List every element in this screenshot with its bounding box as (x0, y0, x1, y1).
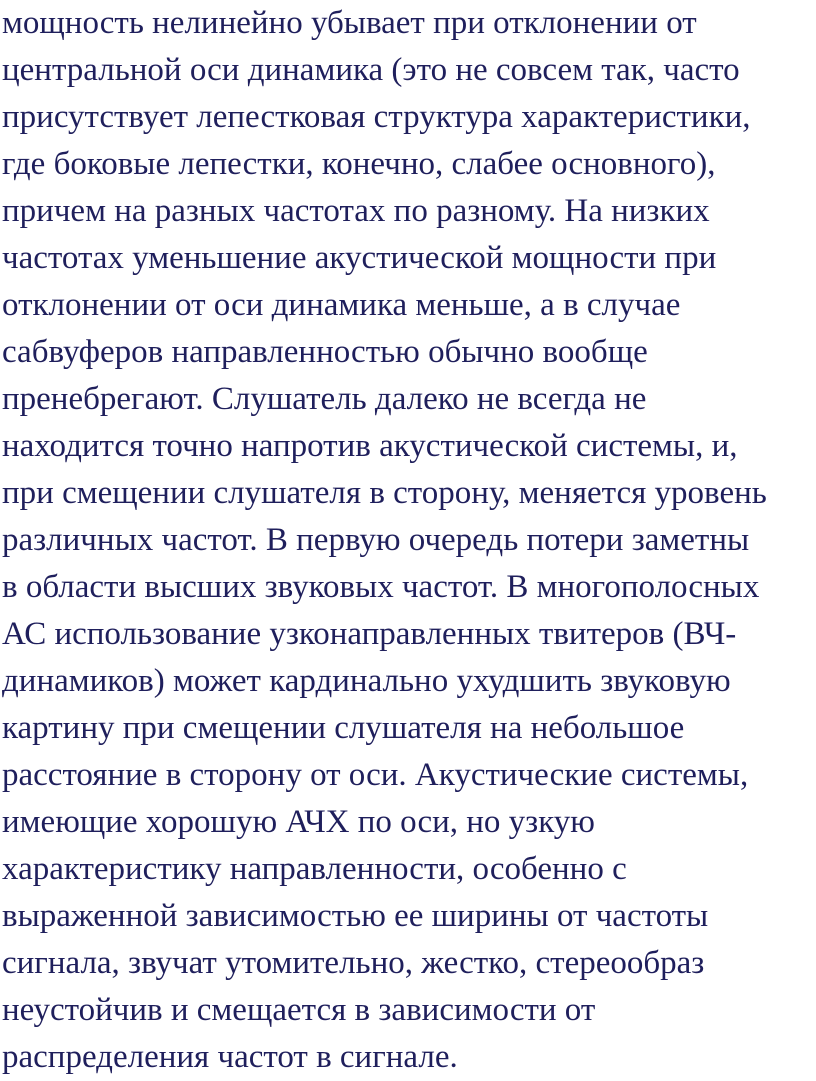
text-line: характеристику направленности, особенно с (2, 851, 627, 887)
text-line: различных частот. В первую очередь потери заметны (2, 522, 750, 558)
text-line: частотах уменьшение акустической мощности при (2, 240, 717, 276)
document-body (2, 0, 814, 1081)
text-line: расстояние в сторону от оси. Акустические системы, (2, 757, 749, 793)
text-line: имеющие хорошую АЧХ по оси, но узкую (2, 804, 595, 840)
text-line: где боковые лепестки, конечно, слабее основного), (2, 146, 716, 182)
text-line: отклонении от оси динамика меньше, а в случае (2, 287, 681, 323)
text-line: мощность нелинейно убывает при отклонении от (2, 5, 697, 41)
text-line: распределения частот в сигнале. (2, 1039, 458, 1075)
text-line: неустойчив и смещается в зависимости от (2, 992, 596, 1028)
text-line: выраженной зависимостью ее ширины от частоты (2, 898, 709, 934)
text-line: присутствует лепестковая структура характеристики, (2, 99, 751, 135)
text-line: сабвуферов направленностью обычно вообще (2, 334, 648, 370)
text-line: при смещении слушателя в сторону, меняется уровень (2, 475, 767, 511)
text-line: картину при смещении слушателя на небольшое (2, 710, 685, 746)
text-line: центральной оси динамика (это не совсем так, часто (2, 52, 740, 88)
text-line: пренебрегают. Слушатель далеко не всегда не (2, 381, 647, 417)
text-line: АС использование узконаправленных твитеров (ВЧ- (2, 616, 737, 652)
text-line: находится точно напротив акустической системы, и, (2, 428, 738, 464)
text-line: сигнала, звучат утомительно, жестко, стереообраз (2, 945, 705, 981)
text-line: динамиков) может кардинально ухудшить звуковую (2, 663, 731, 699)
text-line: причем на разных частотах по разному. На низких (2, 193, 710, 229)
text-line: в области высших звуковых частот. В многополосных (2, 569, 760, 605)
